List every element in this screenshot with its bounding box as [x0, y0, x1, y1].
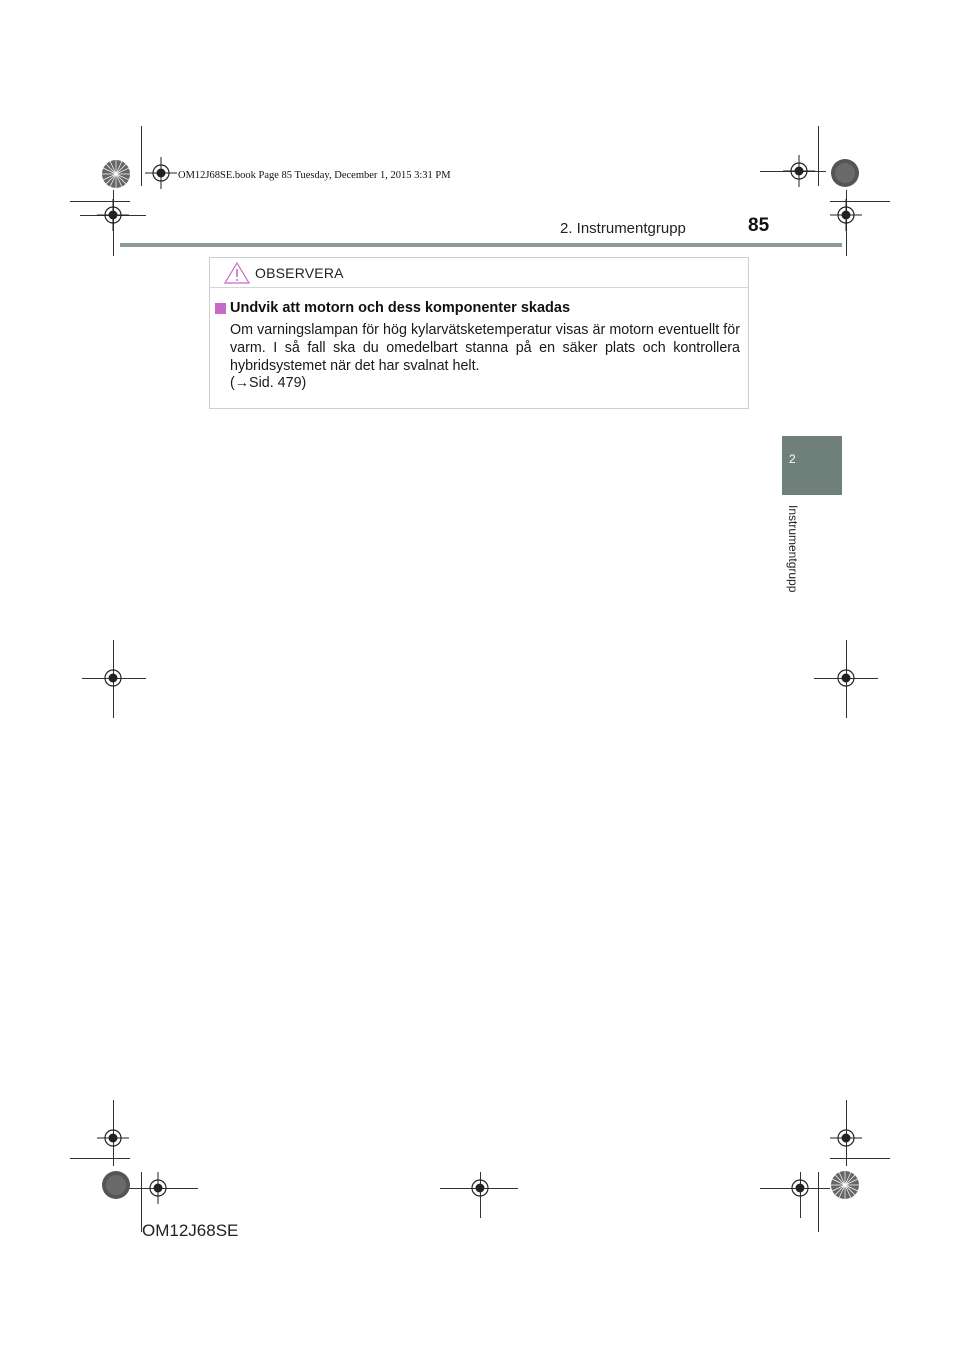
crop-line	[818, 1172, 819, 1232]
registration-mark-icon	[784, 1172, 816, 1204]
caution-heading: Undvik att motorn och dess komponenter skadas	[230, 300, 571, 316]
starburst-mark-icon	[830, 158, 860, 188]
crop-line	[818, 126, 819, 186]
print-info: OM12J68SE.book Page 85 Tuesday, December 1, 2015 3:31 PM	[178, 170, 451, 181]
chapter-tab-label: Instrumentgrupp	[786, 505, 800, 593]
registration-mark-icon	[830, 1122, 862, 1154]
registration-mark-icon	[97, 662, 129, 694]
registration-mark-icon	[783, 155, 815, 187]
registration-mark-icon	[97, 199, 129, 231]
starburst-mark-icon	[101, 1170, 131, 1200]
starburst-mark-icon	[830, 1170, 860, 1200]
bullet-square-icon	[215, 303, 226, 314]
section-title: 2. Instrumentgrupp	[560, 220, 686, 237]
crop-line	[141, 126, 142, 186]
registration-mark-icon	[830, 662, 862, 694]
page-reference: (→Sid. 479)	[230, 375, 307, 391]
caution-body: Om varningslampan för hög kylarvätsketemperatur visas är motorn eventuellt för varm. I så fall ska du omedelbart stanna på en säker plats och kontrollera hybridsystemet när det har svalnat helt.	[230, 322, 740, 374]
registration-mark-icon	[830, 199, 862, 231]
caution-header	[210, 258, 748, 288]
registration-mark-icon	[142, 1172, 174, 1204]
caution-title: OBSERVERA	[255, 265, 344, 281]
warning-triangle-icon	[224, 262, 250, 284]
registration-mark-icon	[464, 1172, 496, 1204]
caution-box	[209, 257, 749, 409]
chapter-tab-number: 2	[789, 452, 796, 466]
registration-mark-icon	[145, 157, 177, 189]
crop-line	[830, 1158, 890, 1159]
crop-line	[70, 1158, 130, 1159]
manual-code: OM12J68SE	[142, 1221, 239, 1240]
header-rule	[120, 243, 842, 247]
page-number: 85	[748, 215, 770, 236]
starburst-mark-icon	[101, 159, 131, 189]
registration-mark-icon	[97, 1122, 129, 1154]
